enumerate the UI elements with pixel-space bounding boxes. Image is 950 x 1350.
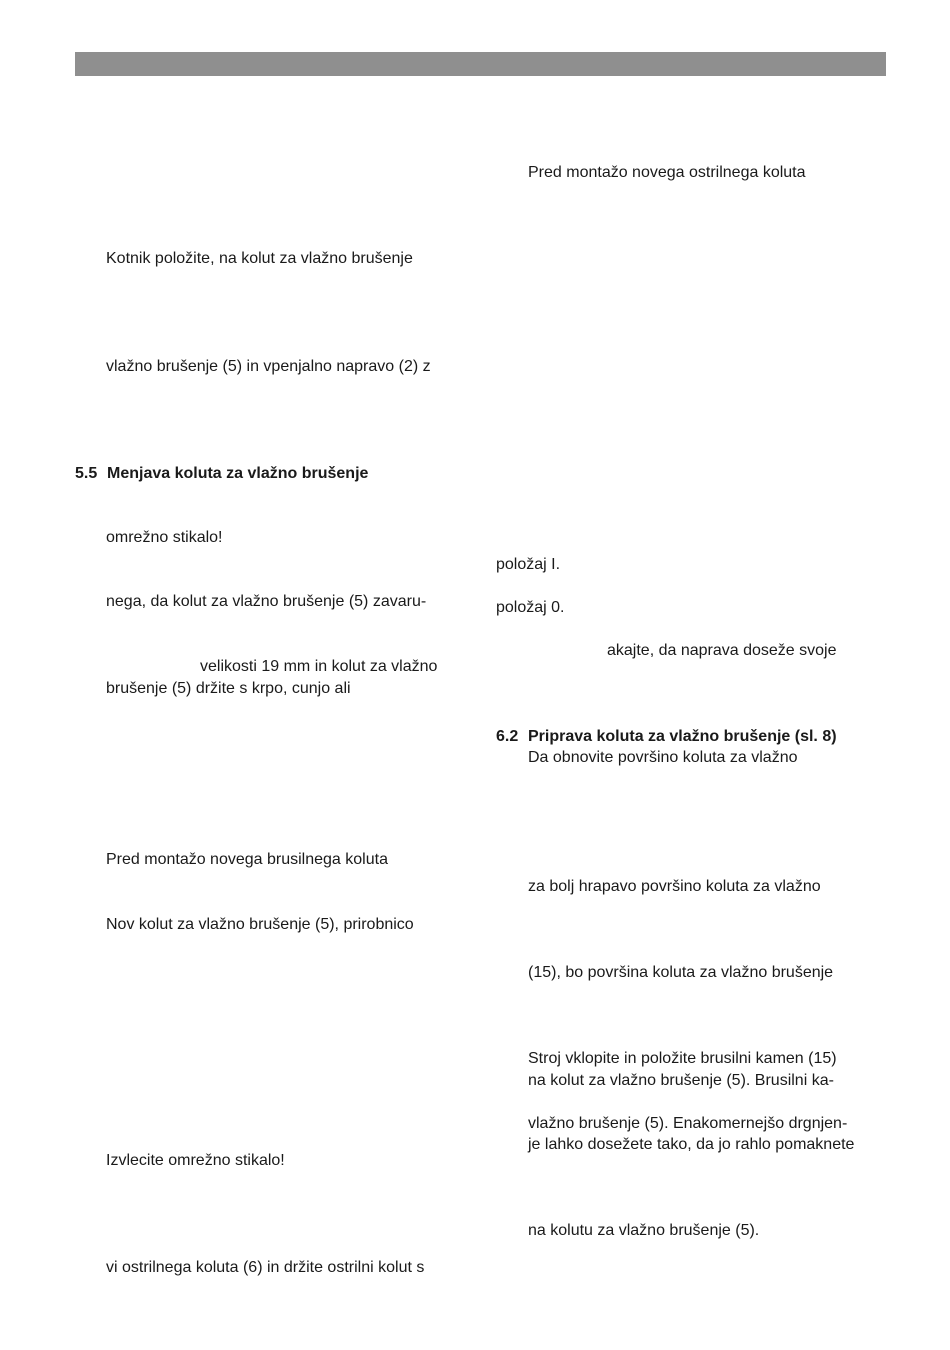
left-text-line: vlažno brušenje (5) in vpenjalno napravo (2) z (106, 358, 431, 375)
section-heading-5-5 (75, 464, 368, 484)
left-text-line: vi ostrilnega koluta (6) in držite ostrilni kolut s (106, 1259, 425, 1276)
right-text-line: položaj I. (496, 556, 561, 573)
right-text-line: položaj 0. (496, 599, 565, 616)
right-text-line: Pred montažo novega ostrilnega koluta (528, 164, 806, 181)
header-bar (75, 52, 886, 76)
right-text-line: vlažno brušenje (5). Enakomernejšo drgnjen- (528, 1115, 848, 1132)
left-text-line: omrežno stikalo! (106, 529, 223, 546)
left-text-line: Pred montažo novega brusilnega koluta (106, 851, 388, 868)
left-text-line: Nov kolut za vlažno brušenje (5), prirobnico (106, 916, 414, 933)
left-text-line: velikosti 19 mm in kolut za vlažno (200, 658, 438, 675)
left-text-line: brušenje (5) držite s krpo, cunjo ali (106, 680, 351, 697)
right-text-line: je lahko dosežete tako, da jo rahlo pomaknete (528, 1136, 855, 1153)
left-text-line: Kotnik položite, na kolut za vlažno brušenje (106, 250, 413, 267)
right-text-line: (15), bo površina koluta za vlažno brušenje (528, 964, 834, 981)
section-number: 5.5 (75, 465, 98, 482)
right-text-line: Stroj vklopite in položite brusilni kamen (15) (528, 1050, 837, 1067)
section-title: Menjava koluta za vlažno brušenje (107, 465, 369, 482)
right-text-line: na kolutu za vlažno brušenje (5). (528, 1222, 760, 1239)
section-title: Priprava koluta za vlažno brušenje (sl. 8) (528, 728, 837, 745)
right-text-line: akajte, da naprava doseže svoje (607, 642, 837, 659)
right-text-line: Da obnovite površino koluta za vlažno (528, 749, 798, 766)
right-text-line: za bolj hrapavo površino koluta za vlažno (528, 878, 821, 895)
section-number: 6.2 (496, 728, 519, 745)
section-heading-6-2 (496, 727, 837, 747)
right-text-line: na kolut za vlažno brušenje (5). Brusilni ka- (528, 1072, 834, 1089)
left-text-line: Izvlecite omrežno stikalo! (106, 1152, 285, 1169)
left-text-line: nega, da kolut za vlažno brušenje (5) zavaru- (106, 593, 427, 610)
